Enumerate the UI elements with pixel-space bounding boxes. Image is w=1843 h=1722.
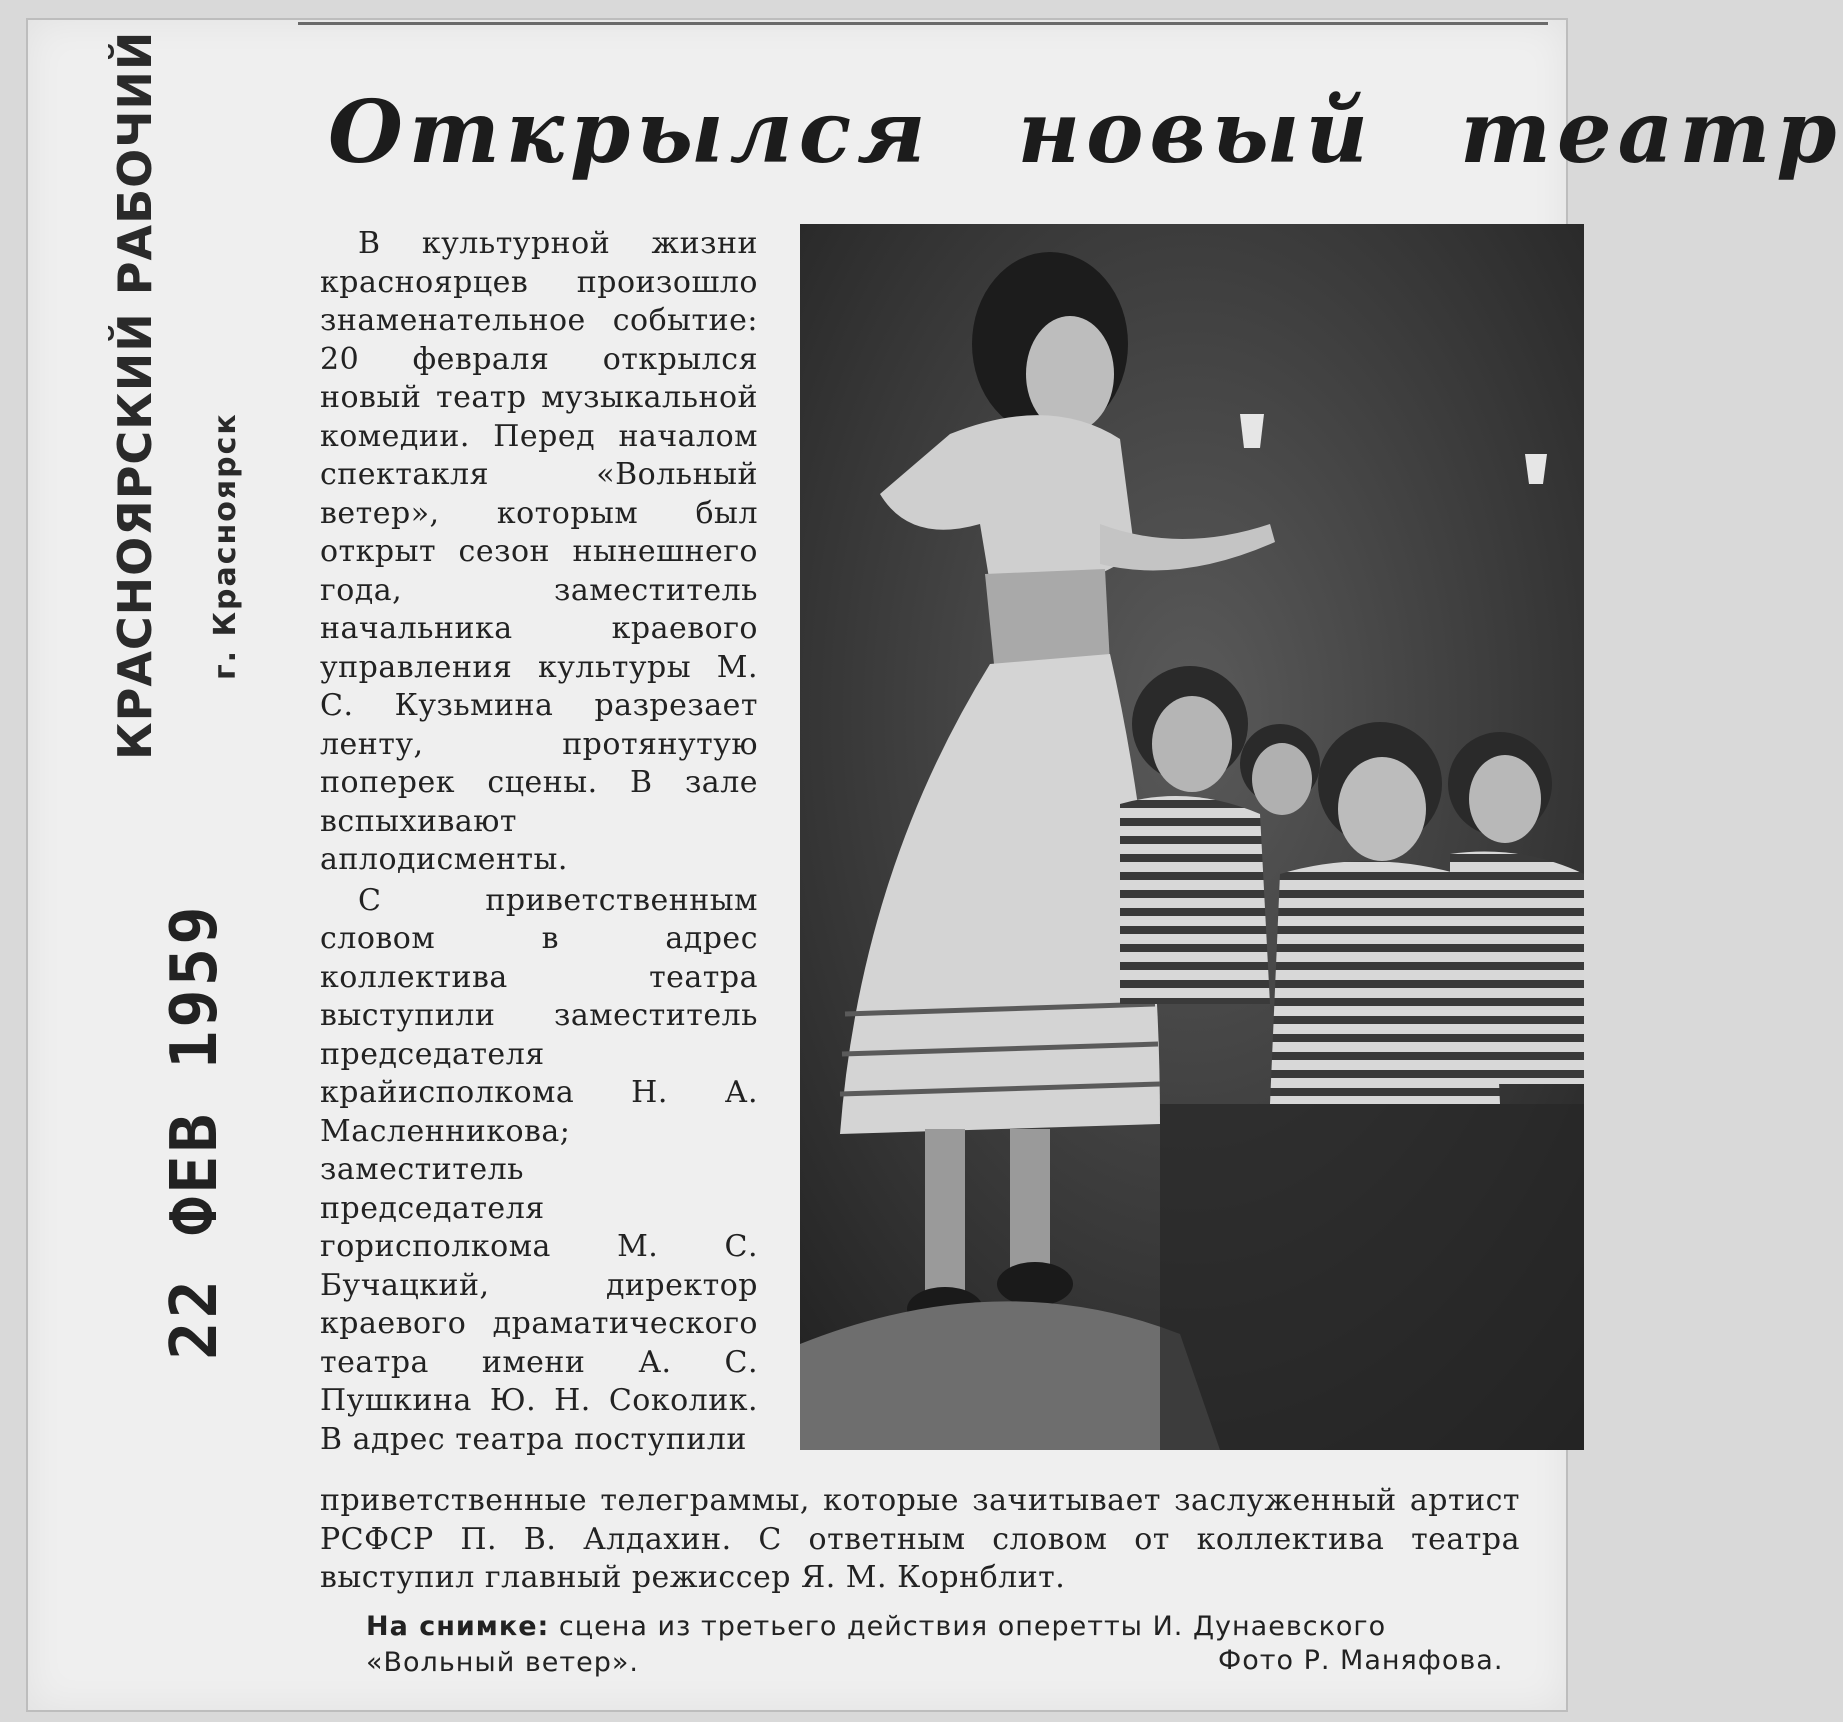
caption-text: сцена из третьего действия оперетты И. Дунаевского «Вольный ветер». — [366, 1611, 1387, 1678]
photo-credit: Фото Р. Маняфова. — [1218, 1645, 1504, 1676]
stamp-newspaper-name: КРАСНОЯРСКИЙ РАБОЧИЙ — [108, 30, 162, 760]
stamp-city: г. Красноярск — [208, 412, 243, 680]
article-paragraph-2: С приветственным словом в адрес коллектива театра выступили заместитель председателя крайисполкома Н. А. Масленникова; заместитель председателя горисполкома М. С. Бучацкий, директор краевого драматического театра имени А. С. Пушкина Ю. Н. Соколик. В адрес театра поступили — [320, 882, 758, 1457]
stamp-date: 22 ФЕВ 1959 — [158, 903, 232, 1360]
top-rule — [298, 22, 1548, 25]
article-continuation: приветственные телеграммы, которые зачитывает заслуженный артист РСФСР П. В. Алдахин. С ответным словом от коллектива театра выступил главный режиссер Я. М. Корнблит. — [320, 1483, 1520, 1595]
caption-label: На снимке: — [366, 1611, 550, 1642]
article-column — [320, 225, 758, 1459]
article-headline: Открылся новый театр — [328, 82, 1843, 183]
newspaper-clipping — [26, 18, 1843, 1712]
newspaper-stamp — [88, 30, 258, 810]
article-paragraph-1: В культурной жизни красноярцев произошло знаменательное событие: 20 февраля открылся новый театр музыкальной комедии. Перед началом спектакля «Вольный ветер», которым был открыт сезон нынешнего года, заместитель начальника краевого управления культуры М. С. Кузьмина разрезает ленту, протянутую поперек сцены. В зале вспыхивают аплодисменты. — [320, 226, 758, 877]
article-photo — [800, 224, 1584, 1450]
photo-theatre-scene — [800, 224, 1584, 1450]
